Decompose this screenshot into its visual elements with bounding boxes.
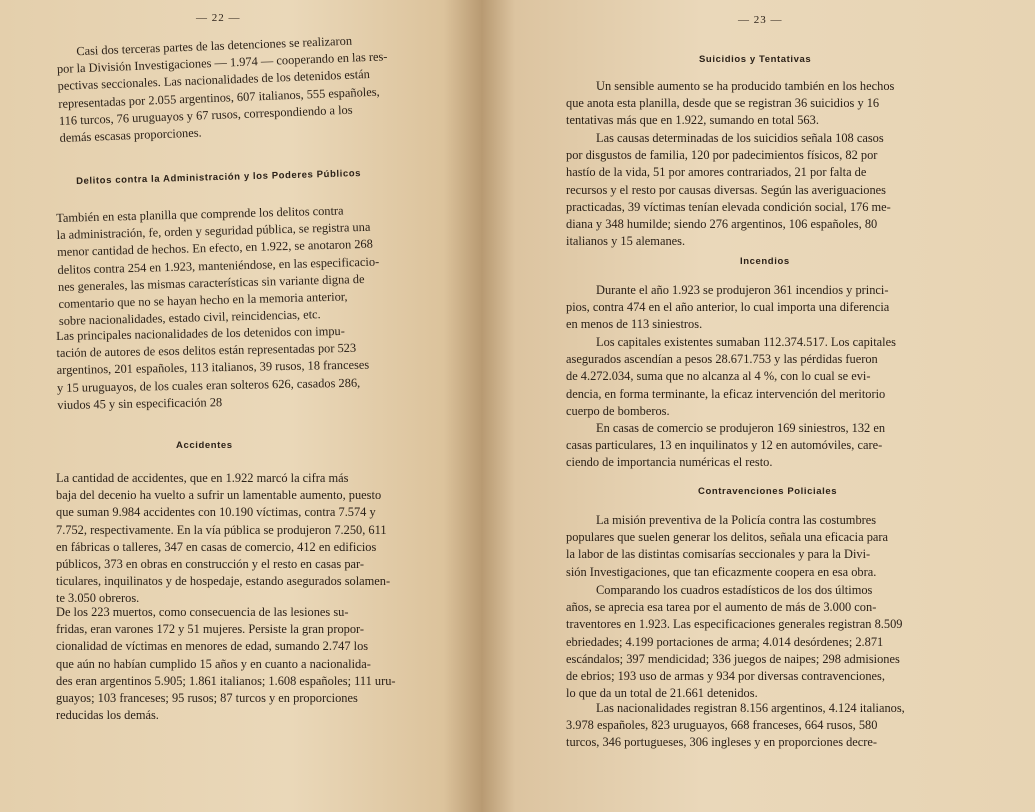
paragraph-mision-preventiva: La misión preventiva de la Policía contra las costumbres populares que suelen generar los delitos, señala una eficacia para la labor de las distintas comisarías seccionales y para la Divi- sión Investigaciones, que tan eficazmente coopera en esa obra. xyxy=(566,513,889,579)
page-number-right: — 23 — xyxy=(738,14,783,26)
paragraph-capitales: Los capitales existentes sumaban 112.374.517. Los capitales asegurados ascendían a pesos 28.671.753 y las pérdidas fueron de 4.272.034, suma que no alcanza al 4 %, con lo cual se evi- dencia, en forma terminante, la eficaz intervención del meritorio cuerpo de bomberos. xyxy=(566,335,896,418)
paragraph-suicidios-aumento: Un sensible aumento se ha producido también en los hechos que anota esta planilla, desde que se registran 36 suicidios y 16 tentativas más que en 1.922, sumando en total 563. xyxy=(566,79,895,128)
paragraph-delitos-administracion: También en esta planilla que comprende los delitos contra la administración, fe, orden y seguridad pública, se registra una menor cantidad de hechos. En efecto, en 1.922, se anotaron 268 delitos contra 254 en 1.923, manteniéndose, en las especificacio- nes generales, las mismas características sin variante digna de comentario que no se hayan hecho en la memoria anterior, sobre nacionalidades, estado civil, reincidencias, etc. xyxy=(56,203,380,329)
paragraph-incendios: Durante el año 1.923 se produjeron 361 incendios y princi- pios, contra 474 en el año anterior, lo cual importa una diferencia en menos de 113 siniestros. xyxy=(566,283,890,332)
section-heading-suicidios: Suicidios y Tentativas xyxy=(699,54,812,65)
paragraph-siniestros: En casas de comercio se produjeron 169 siniestros, 132 en casas particulares, 13 en inquilinatos y 12 en automóviles, care- ciendo de importancia numéricas el resto. xyxy=(566,421,886,470)
page-number-left: — 22 — xyxy=(196,12,241,24)
section-heading-delitos-administracion: Delitos contra la Administración y los Poderes Públicos xyxy=(76,168,362,187)
section-heading-accidentes: Accidentes xyxy=(176,440,233,451)
section-heading-contravenciones: Contravenciones Policiales xyxy=(698,486,838,497)
paragraph-nacionalidades-detenidos: Las principales nacionalidades de los detenidos con impu- tación de autores de esos delitos están representadas por 523 argentinos, 201 españoles, 113 italianos, 39 rusos, 18 franceses y 15 uruguayos, de los cuales eran solteros 626, casados 286, viudos 45 y sin especificación 28 xyxy=(56,323,370,412)
paragraph-accidentes: La cantidad de accidentes, que en 1.922 marcó la cifra más baja del decenio ha vuelto a sufrir un lamentable aumento, puesto que suman 9.984 accidentes con 10.190 víctimas, contra 7.574 y 7.752, respectivamente. En la vía pública se produjeron 7.250, 611 en fábricas o talleres, 347 en casas de comercio, 412 en edificios públicos, 373 en obras en construcción y el resto en casas par- ticulares, inquilinatos y de hospedaje, estando asegurados solamen- te 3.050 obreros. xyxy=(56,471,391,606)
paragraph-nacionalidades-contraventores: Las nacionalidades registran 8.156 argentinos, 4.124 italianos, 3.978 españoles, 823 uruguayos, 668 franceses, 664 rusos, 580 turcos, 346 portugueses, 306 ingleses y en proporciones decre- xyxy=(566,701,905,750)
paragraph-muertos: De los 223 muertos, como consecuencia de las lesiones su- fridas, eran varones 172 y 51 mujeres. Persiste la gran propor- cionalidad de víctimas en menores de edad, sumando 2.747 los que aún no habían cumplido 15 años y en cuanto a nacionalida- des eran argentinos 5.905; 1.861 italianos; 1.608 españoles; 111 uru- guayos; 103 franceses; 95 rusos; 87 turcos y en proporciones reducidas los demás. xyxy=(56,605,396,723)
section-heading-incendios: Incendios xyxy=(740,256,790,267)
paragraph-suicidios-causas: Las causas determinadas de los suicidios señala 108 casos por disgustos de familia, 120 por padecimientos físicos, 82 por hastío de la vida, 51 por amores contrariados, 21 por falta de recursos y el resto por causas diversas. Según las averiguaciones practicadas, 39 víctimas tenían elevada condición social, 176 me- diana y 348 humilde; siendo 276 argentinos, 106 españoles, 80 italianos y 15 alemanes. xyxy=(566,131,891,249)
paragraph-cuadros-estadisticos: Comparando los cuadros estadísticos de los dos últimos años, se aprecia esa tarea por el aumento de más de 3.000 con- traventores en 1.923. Las especificaciones generales registran 8.509 ebriedades; 4.199 portaciones de arma; 4.014 desórdenes; 2.871 escándalos; 397 mendicidad; 336 juegos de naipes; 298 admisiones de ebrios; 193 uso de armas y 934 por diversas contravenciones, lo que da un total de 21.661 detenidos. xyxy=(566,583,903,701)
paragraph-detentions: Casi dos terceras partes de las detenciones se realizaron por la División Investigaciones — 1.974 — cooperando en las res- pectivas seccionales. Las nacionalidades de los detenidos están representadas por 2.055 argentinos, 607 italianos, 555 españoles, 116 turcos, 76 uruguayos y 67 rusos, correspondiendo a los demás escasas proporciones. xyxy=(56,33,388,145)
